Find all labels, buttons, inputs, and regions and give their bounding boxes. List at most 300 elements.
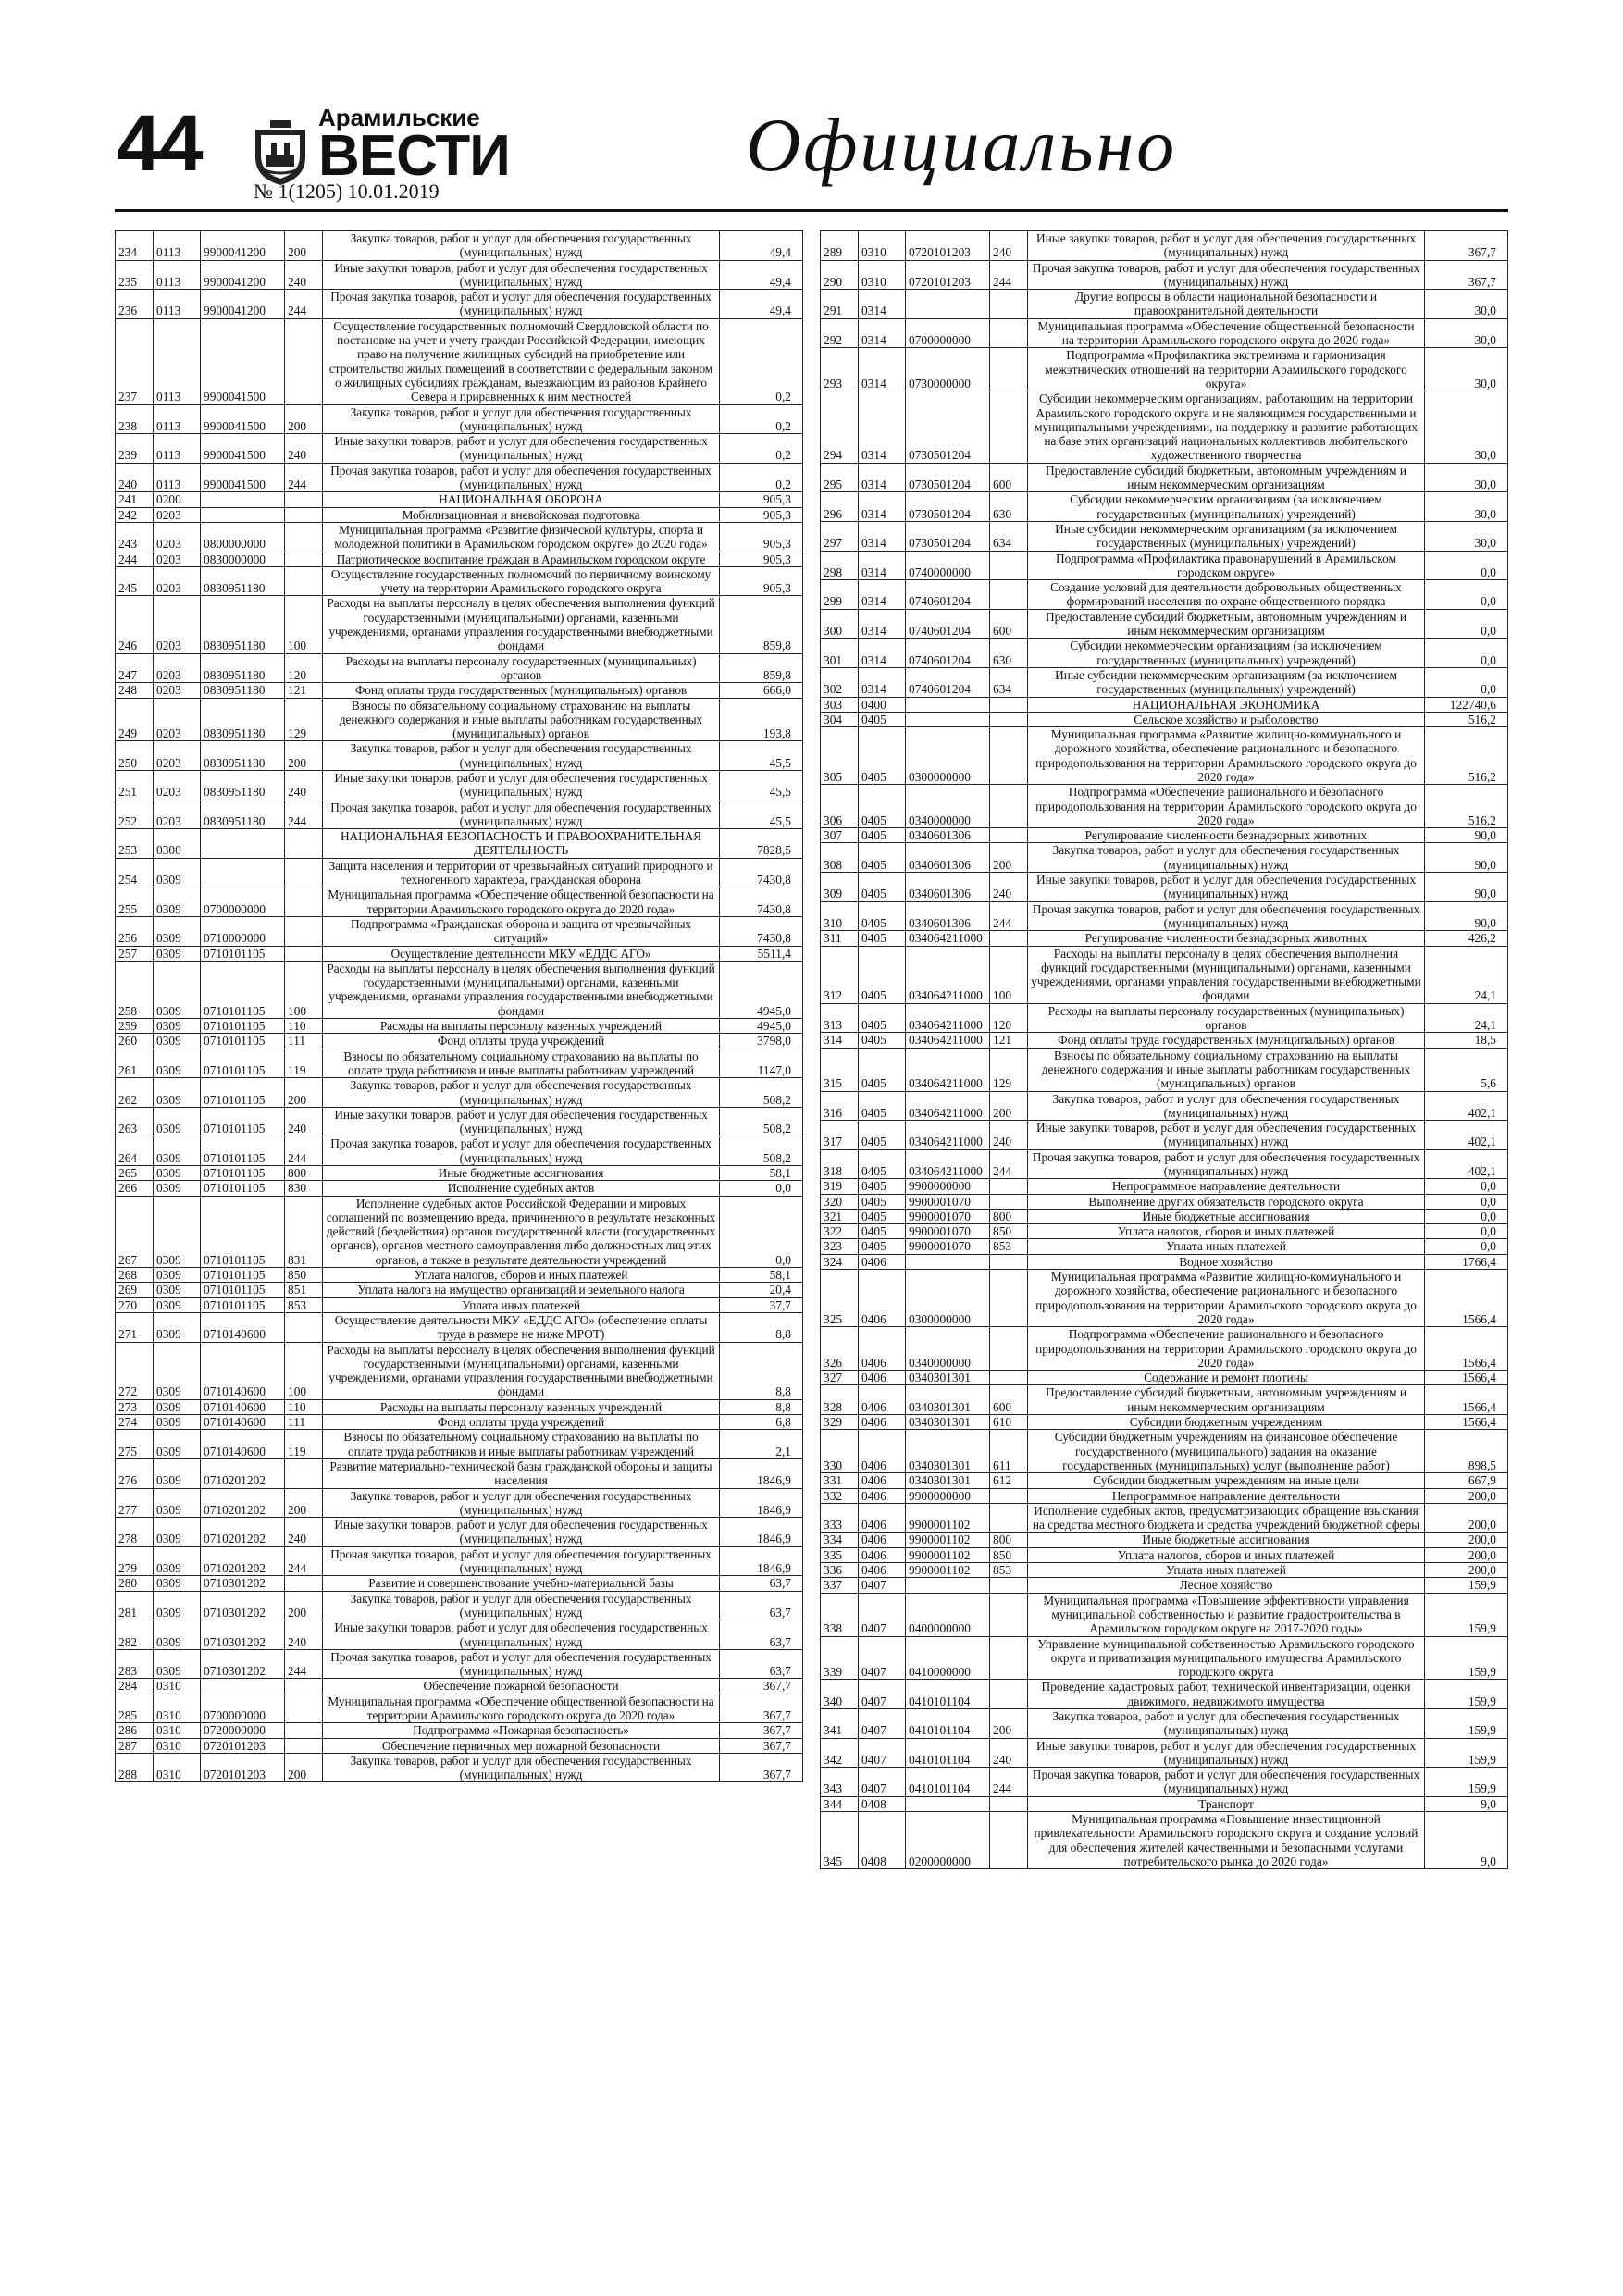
row-number-cell: 322 bbox=[821, 1224, 859, 1239]
row-number-cell: 266 bbox=[116, 1181, 154, 1196]
expense-type-cell: 244 bbox=[990, 901, 1028, 931]
section-code-cell: 0314 bbox=[859, 580, 906, 610]
description-cell: Иные бюджетные ассигнования bbox=[1028, 1209, 1425, 1223]
section-code-cell: 0314 bbox=[859, 667, 906, 697]
description-cell: Иные закупки товаров, работ и услуг для обеспечения государственных (муниципальных) нужд bbox=[323, 1107, 720, 1136]
target-article-cell: 0730501204 bbox=[906, 521, 990, 551]
expense-type-cell: 100 bbox=[285, 961, 323, 1018]
table-row bbox=[821, 1224, 1508, 1239]
section-code-cell: 0113 bbox=[154, 434, 201, 464]
expense-type-cell bbox=[990, 931, 1028, 946]
description-cell: Иные бюджетные ассигнования bbox=[1028, 1533, 1425, 1547]
row-number-cell: 332 bbox=[821, 1488, 859, 1503]
amount-cell: 159,9 bbox=[1425, 1768, 1508, 1797]
section-code-cell: 0314 bbox=[859, 290, 906, 319]
table-row bbox=[821, 1194, 1508, 1209]
target-article-cell: 9900001102 bbox=[906, 1563, 990, 1578]
section-code-cell: 0203 bbox=[154, 566, 201, 596]
section-code-cell: 0113 bbox=[154, 260, 201, 290]
description-cell: Подпрограмма «Профилактика экстремизма и гармонизация межэтнических отношений на территории Арамильского городского округа» bbox=[1028, 348, 1425, 391]
table-row bbox=[116, 800, 803, 829]
target-article-cell: 9900001102 bbox=[906, 1533, 990, 1547]
target-article-cell bbox=[201, 507, 285, 522]
amount-cell: 30,0 bbox=[1425, 492, 1508, 522]
row-number-cell: 257 bbox=[116, 946, 154, 961]
description-cell: Муниципальная программа «Обеспечение общественной безопасности на территории Арамильского городского округа до 2020 года» bbox=[1028, 318, 1425, 348]
expense-type-cell: 851 bbox=[285, 1283, 323, 1297]
table-row bbox=[116, 596, 803, 653]
section-code-cell: 0203 bbox=[154, 698, 201, 741]
target-article-cell: 0830951180 bbox=[201, 770, 285, 800]
table-row bbox=[116, 1518, 803, 1547]
table-row bbox=[116, 1049, 803, 1078]
target-article-cell: 0830951180 bbox=[201, 596, 285, 653]
table-row bbox=[821, 1209, 1508, 1223]
section-code-cell: 0314 bbox=[859, 609, 906, 639]
section-code-cell: 0405 bbox=[859, 946, 906, 1003]
expense-type-cell: 240 bbox=[990, 1738, 1028, 1768]
target-article-cell: 0400000000 bbox=[906, 1593, 990, 1636]
amount-cell: 905,3 bbox=[720, 552, 803, 566]
table-row bbox=[821, 580, 1508, 610]
target-article-cell: 9900000000 bbox=[906, 1488, 990, 1503]
section-code-cell: 0314 bbox=[859, 391, 906, 463]
description-cell: Расходы на выплаты персоналу казенных учреждений bbox=[323, 1019, 720, 1034]
section-code-cell: 0310 bbox=[154, 1753, 201, 1782]
section-code-cell: 0203 bbox=[154, 800, 201, 829]
row-number-cell: 237 bbox=[116, 318, 154, 404]
description-cell: Развитие и совершенствование учебно-материальной базы bbox=[323, 1576, 720, 1591]
description-cell: Уплата налога на имущество организаций и земельного налога bbox=[323, 1283, 720, 1297]
amount-cell: 905,3 bbox=[720, 507, 803, 522]
amount-cell: 45,5 bbox=[720, 800, 803, 829]
table-row bbox=[821, 463, 1508, 492]
table-row bbox=[821, 492, 1508, 522]
amount-cell: 122740,6 bbox=[1425, 697, 1508, 712]
amount-cell: 159,9 bbox=[1425, 1593, 1508, 1636]
expense-type-cell bbox=[990, 290, 1028, 319]
row-number-cell: 291 bbox=[821, 290, 859, 319]
target-article-cell: 0340601306 bbox=[906, 901, 990, 931]
target-article-cell: 0830951180 bbox=[201, 698, 285, 741]
target-article-cell: 0340301301 bbox=[906, 1415, 990, 1430]
expense-type-cell bbox=[990, 1680, 1028, 1709]
amount-cell: 2,1 bbox=[720, 1430, 803, 1459]
table-row bbox=[821, 1636, 1508, 1680]
expense-type-cell: 610 bbox=[990, 1415, 1028, 1430]
section-code-cell: 0310 bbox=[154, 1694, 201, 1723]
row-number-cell: 241 bbox=[116, 492, 154, 507]
table-row bbox=[821, 785, 1508, 828]
expense-type-cell: 850 bbox=[990, 1224, 1028, 1239]
expense-type-cell: 120 bbox=[285, 653, 323, 683]
section-code-cell: 0113 bbox=[154, 290, 201, 319]
amount-cell: 9,0 bbox=[1425, 1812, 1508, 1869]
row-number-cell: 264 bbox=[116, 1136, 154, 1166]
expense-type-cell: 240 bbox=[990, 873, 1028, 902]
amount-cell: 1766,4 bbox=[1425, 1254, 1508, 1269]
section-code-cell: 0405 bbox=[859, 1048, 906, 1091]
description-cell: Закупка товаров, работ и услуг для обеспечения государственных (муниципальных) нужд bbox=[1028, 843, 1425, 873]
table-row bbox=[116, 260, 803, 290]
description-cell: Иные закупки товаров, работ и услуг для обеспечения государственных (муниципальных) нужд bbox=[323, 1620, 720, 1650]
expense-type-cell: 121 bbox=[285, 683, 323, 698]
target-article-cell: 0710201202 bbox=[201, 1518, 285, 1547]
table-row bbox=[821, 1503, 1508, 1533]
expense-type-cell bbox=[285, 318, 323, 404]
table-row bbox=[821, 1473, 1508, 1488]
expense-type-cell: 244 bbox=[990, 260, 1028, 290]
table-row bbox=[821, 1270, 1508, 1327]
amount-cell: 7430,8 bbox=[720, 887, 803, 917]
section-code-cell: 0203 bbox=[154, 596, 201, 653]
row-number-cell: 324 bbox=[821, 1254, 859, 1269]
description-cell: Предоставление субсидий бюджетным, автономным учреждениям и иным некоммерческим организациям bbox=[1028, 1385, 1425, 1415]
expense-type-cell: 240 bbox=[285, 1518, 323, 1547]
row-number-cell: 321 bbox=[821, 1209, 859, 1223]
description-cell: Исполнение судебных актов, предусматривающих обращение взыскания на средства местного бюджета и средства учреждений бюджетной сферы bbox=[1028, 1503, 1425, 1533]
budget-table-right-column bbox=[820, 230, 1508, 1869]
section-code-cell: 0309 bbox=[154, 1415, 201, 1430]
amount-cell: 200,0 bbox=[1425, 1488, 1508, 1503]
row-number-cell: 290 bbox=[821, 260, 859, 290]
table-row bbox=[116, 1649, 803, 1679]
row-number-cell: 272 bbox=[116, 1342, 154, 1399]
description-cell: Прочая закупка товаров, работ и услуг для обеспечения государственных (муниципальных) нужд bbox=[323, 1649, 720, 1679]
section-code-cell: 0406 bbox=[859, 1533, 906, 1547]
row-number-cell: 335 bbox=[821, 1547, 859, 1562]
target-article-cell: 0830951180 bbox=[201, 800, 285, 829]
target-article-cell: 0340000000 bbox=[906, 1327, 990, 1371]
target-article-cell: 0710201202 bbox=[201, 1546, 285, 1576]
section-code-cell: 0405 bbox=[859, 901, 906, 931]
expense-type-cell: 600 bbox=[990, 609, 1028, 639]
section-code-cell: 0309 bbox=[154, 1196, 201, 1267]
expense-type-cell: 240 bbox=[990, 1121, 1028, 1150]
target-article-cell: 0710101105 bbox=[201, 1268, 285, 1283]
table-row bbox=[821, 1708, 1508, 1738]
row-number-cell: 279 bbox=[116, 1546, 154, 1576]
table-row bbox=[116, 566, 803, 596]
section-code-cell: 0309 bbox=[154, 1576, 201, 1591]
description-cell: Уплата иных платежей bbox=[323, 1297, 720, 1312]
row-number-cell: 247 bbox=[116, 653, 154, 683]
expense-type-cell: 119 bbox=[285, 1430, 323, 1459]
table-row bbox=[116, 683, 803, 698]
table-row bbox=[821, 1533, 1508, 1547]
section-code-cell: 0406 bbox=[859, 1327, 906, 1371]
table-row bbox=[821, 1149, 1508, 1179]
table-row bbox=[821, 1593, 1508, 1636]
target-article-cell: 0710101105 bbox=[201, 1166, 285, 1181]
table-row bbox=[116, 1488, 803, 1518]
amount-cell: 1566,4 bbox=[1425, 1327, 1508, 1371]
section-code-cell: 0309 bbox=[154, 1430, 201, 1459]
row-number-cell: 306 bbox=[821, 785, 859, 828]
description-cell: Подпрограмма «Обеспечение рационального и безопасного природопользования на территории Арамильского городского округа до 2020 года» bbox=[1028, 785, 1425, 828]
amount-cell: 49,4 bbox=[720, 231, 803, 261]
section-code-cell: 0309 bbox=[154, 1649, 201, 1679]
target-article-cell: 9900041200 bbox=[201, 290, 285, 319]
expense-type-cell: 244 bbox=[285, 1546, 323, 1576]
table-row bbox=[116, 1738, 803, 1753]
description-cell: Закупка товаров, работ и услуг для обеспечения государственных (муниципальных) нужд bbox=[323, 741, 720, 771]
section-code-cell: 0309 bbox=[154, 1034, 201, 1049]
row-number-cell: 312 bbox=[821, 946, 859, 1003]
amount-cell: 159,9 bbox=[1425, 1708, 1508, 1738]
section-code-cell: 0314 bbox=[859, 639, 906, 668]
row-number-cell: 305 bbox=[821, 727, 859, 785]
section-code-cell: 0405 bbox=[859, 1224, 906, 1239]
description-cell: Прочая закупка товаров, работ и услуг для обеспечения государственных (муниципальных) нужд bbox=[1028, 1149, 1425, 1179]
amount-cell: 7430,8 bbox=[720, 916, 803, 946]
section-code-cell: 0405 bbox=[859, 828, 906, 843]
row-number-cell: 276 bbox=[116, 1458, 154, 1488]
target-article-cell: 0830951180 bbox=[201, 741, 285, 771]
section-code-cell: 0405 bbox=[859, 727, 906, 785]
target-article-cell: 9900000000 bbox=[906, 1179, 990, 1194]
target-article-cell: 0340301301 bbox=[906, 1371, 990, 1385]
description-cell: Прочая закупка товаров, работ и услуг для обеспечения государственных (муниципальных) нужд bbox=[1028, 1768, 1425, 1797]
target-article-cell: 0710101105 bbox=[201, 946, 285, 961]
amount-cell: 0,0 bbox=[1425, 1239, 1508, 1254]
description-cell: Лесное хозяйство bbox=[1028, 1578, 1425, 1593]
row-number-cell: 255 bbox=[116, 887, 154, 917]
table-row bbox=[116, 463, 803, 492]
section-code-cell: 0406 bbox=[859, 1547, 906, 1562]
row-number-cell: 258 bbox=[116, 961, 154, 1018]
description-cell: Муниципальная программа «Повышение эффективности управления муниципальной собственностью и развитие градостроительства в Арамильском городском округе на 2017-2020 годы» bbox=[1028, 1593, 1425, 1636]
description-cell: Подпрограмма «Обеспечение рационального и безопасного природопользования на территории Арамильского городского округа до 2020 года» bbox=[1028, 1327, 1425, 1371]
table-row bbox=[116, 434, 803, 464]
expense-type-cell: 611 bbox=[990, 1430, 1028, 1473]
table-row bbox=[116, 698, 803, 741]
row-number-cell: 342 bbox=[821, 1738, 859, 1768]
row-number-cell: 273 bbox=[116, 1399, 154, 1414]
section-code-cell: 0309 bbox=[154, 1518, 201, 1547]
section-code-cell: 0406 bbox=[859, 1503, 906, 1533]
row-number-cell: 277 bbox=[116, 1488, 154, 1518]
expense-type-cell bbox=[285, 1738, 323, 1753]
section-code-cell: 0309 bbox=[154, 1283, 201, 1297]
target-article-cell: 0700000000 bbox=[201, 1694, 285, 1723]
section-code-cell: 0310 bbox=[154, 1738, 201, 1753]
amount-cell: 8,8 bbox=[720, 1342, 803, 1399]
section-code-cell: 0113 bbox=[154, 404, 201, 434]
table-row bbox=[116, 1034, 803, 1049]
page-number: 44 bbox=[117, 99, 202, 188]
section-code-cell: 0310 bbox=[154, 1679, 201, 1694]
target-article-cell: 0720000000 bbox=[201, 1723, 285, 1738]
table-row bbox=[821, 1371, 1508, 1385]
target-article-cell: 0830951180 bbox=[201, 653, 285, 683]
expense-type-cell bbox=[990, 1179, 1028, 1194]
description-cell: Развитие материально-технической базы гражданской обороны и защиты населения bbox=[323, 1458, 720, 1488]
expense-type-cell: 634 bbox=[990, 521, 1028, 551]
amount-cell: 4945,0 bbox=[720, 1019, 803, 1034]
budget-table-left-column bbox=[115, 230, 803, 1782]
amount-cell: 402,1 bbox=[1425, 1121, 1508, 1150]
row-number-cell: 254 bbox=[116, 858, 154, 887]
section-code-cell: 0406 bbox=[859, 1415, 906, 1430]
row-number-cell: 235 bbox=[116, 260, 154, 290]
logo-title-main: ВЕСТИ bbox=[318, 124, 510, 188]
expense-type-cell bbox=[990, 1503, 1028, 1533]
target-article-cell: 9900001102 bbox=[906, 1503, 990, 1533]
section-code-cell: 0309 bbox=[154, 946, 201, 961]
amount-cell: 24,1 bbox=[1425, 946, 1508, 1003]
amount-cell: 1846,9 bbox=[720, 1546, 803, 1576]
amount-cell: 367,7 bbox=[1425, 231, 1508, 261]
expense-type-cell bbox=[285, 887, 323, 917]
target-article-cell: 0800000000 bbox=[201, 522, 285, 552]
expense-type-cell bbox=[285, 1312, 323, 1342]
target-article-cell: 0730501204 bbox=[906, 492, 990, 522]
expense-type-cell bbox=[285, 492, 323, 507]
section-code-cell: 0406 bbox=[859, 1430, 906, 1473]
row-number-cell: 334 bbox=[821, 1533, 859, 1547]
expense-type-cell bbox=[285, 1458, 323, 1488]
row-number-cell: 340 bbox=[821, 1680, 859, 1709]
description-cell: Регулирование численности безнадзорных животных bbox=[1028, 931, 1425, 946]
expense-type-cell: 111 bbox=[285, 1415, 323, 1430]
description-cell: Проведение кадастровых работ, технической инвентаризации, оценки движимого, недвижимого имущества bbox=[1028, 1680, 1425, 1709]
section-code-cell: 0405 bbox=[859, 843, 906, 873]
description-cell: Обеспечение первичных мер пожарной безопасности bbox=[323, 1738, 720, 1753]
table-row bbox=[116, 653, 803, 683]
header-rule bbox=[115, 209, 1508, 212]
expense-type-cell: 244 bbox=[990, 1768, 1028, 1797]
table-row bbox=[116, 492, 803, 507]
section-code-cell: 0309 bbox=[154, 1107, 201, 1136]
row-number-cell: 260 bbox=[116, 1034, 154, 1049]
table-row bbox=[116, 522, 803, 552]
amount-cell: 4945,0 bbox=[720, 961, 803, 1018]
table-row bbox=[116, 1591, 803, 1620]
row-number-cell: 325 bbox=[821, 1270, 859, 1327]
amount-cell: 3798,0 bbox=[720, 1034, 803, 1049]
target-article-cell bbox=[906, 697, 990, 712]
target-article-cell: 0340000000 bbox=[906, 785, 990, 828]
target-article-cell: 0730000000 bbox=[906, 348, 990, 391]
expense-type-cell bbox=[285, 1694, 323, 1723]
target-article-cell: 0710101105 bbox=[201, 1107, 285, 1136]
section-code-cell: 0400 bbox=[859, 697, 906, 712]
target-article-cell: 0410101104 bbox=[906, 1708, 990, 1738]
amount-cell: 8,8 bbox=[720, 1399, 803, 1414]
description-cell: Закупка товаров, работ и услуг для обеспечения государственных (муниципальных) нужд bbox=[323, 1753, 720, 1782]
expense-type-cell bbox=[285, 522, 323, 552]
row-number-cell: 262 bbox=[116, 1078, 154, 1108]
expense-type-cell bbox=[990, 1194, 1028, 1209]
section-code-cell: 0309 bbox=[154, 1312, 201, 1342]
section-code-cell: 0406 bbox=[859, 1488, 906, 1503]
row-number-cell: 341 bbox=[821, 1708, 859, 1738]
section-code-cell: 0314 bbox=[859, 348, 906, 391]
expense-type-cell bbox=[285, 1679, 323, 1694]
table-row bbox=[116, 770, 803, 800]
target-article-cell: 0710101105 bbox=[201, 1181, 285, 1196]
amount-cell: 9,0 bbox=[1425, 1796, 1508, 1811]
description-cell: Взносы по обязательному социальному страхованию на выплаты по оплате труда работников и иные выплаты работникам учреждений bbox=[323, 1430, 720, 1459]
section-code-cell: 0405 bbox=[859, 1149, 906, 1179]
description-cell: Прочая закупка товаров, работ и услуг для обеспечения государственных (муниципальных) нужд bbox=[1028, 260, 1425, 290]
row-number-cell: 301 bbox=[821, 639, 859, 668]
target-article-cell: 0720101203 bbox=[201, 1738, 285, 1753]
amount-cell: 7828,5 bbox=[720, 829, 803, 859]
expense-type-cell bbox=[990, 1371, 1028, 1385]
amount-cell: 667,9 bbox=[1425, 1473, 1508, 1488]
expense-type-cell: 600 bbox=[990, 463, 1028, 492]
table-row bbox=[116, 1679, 803, 1694]
target-article-cell: 034064211000 bbox=[906, 1003, 990, 1033]
row-number-cell: 274 bbox=[116, 1415, 154, 1430]
table-row bbox=[116, 829, 803, 859]
section-code-cell: 0406 bbox=[859, 1385, 906, 1415]
expense-type-cell: 129 bbox=[285, 698, 323, 741]
target-article-cell: 9900041200 bbox=[201, 231, 285, 261]
target-article-cell: 0710301202 bbox=[201, 1649, 285, 1679]
description-cell: Исполнение судебных актов bbox=[323, 1181, 720, 1196]
row-number-cell: 281 bbox=[116, 1591, 154, 1620]
amount-cell: 0,2 bbox=[720, 404, 803, 434]
target-article-cell: 0300000000 bbox=[906, 1270, 990, 1327]
row-number-cell: 270 bbox=[116, 1297, 154, 1312]
row-number-cell: 319 bbox=[821, 1179, 859, 1194]
target-article-cell: 0410101104 bbox=[906, 1680, 990, 1709]
amount-cell: 367,7 bbox=[720, 1738, 803, 1753]
section-code-cell: 0113 bbox=[154, 318, 201, 404]
table-row bbox=[116, 1723, 803, 1738]
expense-type-cell: 830 bbox=[285, 1181, 323, 1196]
target-article-cell: 0340301301 bbox=[906, 1473, 990, 1488]
row-number-cell: 261 bbox=[116, 1049, 154, 1078]
row-number-cell: 345 bbox=[821, 1812, 859, 1869]
amount-cell: 200,0 bbox=[1425, 1533, 1508, 1547]
expense-type-cell: 200 bbox=[285, 741, 323, 771]
section-code-cell: 0309 bbox=[154, 1620, 201, 1650]
table-row bbox=[821, 1239, 1508, 1254]
expense-type-cell: 119 bbox=[285, 1049, 323, 1078]
amount-cell: 1566,4 bbox=[1425, 1371, 1508, 1385]
row-number-cell: 323 bbox=[821, 1239, 859, 1254]
description-cell: Водное хозяйство bbox=[1028, 1254, 1425, 1269]
expense-type-cell: 240 bbox=[285, 1620, 323, 1650]
target-article-cell: 9900001070 bbox=[906, 1209, 990, 1223]
expense-type-cell: 200 bbox=[285, 1591, 323, 1620]
target-article-cell: 0710301202 bbox=[201, 1576, 285, 1591]
target-article-cell: 0710201202 bbox=[201, 1488, 285, 1518]
description-cell: Взносы по обязательному социальному страхованию на выплаты по оплате труда работников и иные выплаты работникам учреждений bbox=[323, 1049, 720, 1078]
row-number-cell: 308 bbox=[821, 843, 859, 873]
table-row bbox=[116, 1136, 803, 1166]
target-article-cell: 0340301301 bbox=[906, 1430, 990, 1473]
target-article-cell: 9900001070 bbox=[906, 1194, 990, 1209]
row-number-cell: 239 bbox=[116, 434, 154, 464]
target-article-cell bbox=[906, 290, 990, 319]
target-article-cell: 0340601306 bbox=[906, 873, 990, 902]
amount-cell: 0,2 bbox=[720, 318, 803, 404]
description-cell: Прочая закупка товаров, работ и услуг для обеспечения государственных (муниципальных) нужд bbox=[323, 1546, 720, 1576]
section-code-cell: 0310 bbox=[859, 260, 906, 290]
expense-type-cell: 100 bbox=[285, 1342, 323, 1399]
target-article-cell: 0710140600 bbox=[201, 1342, 285, 1399]
description-cell: Субсидии некоммерческим организациям (за исключением государственных (муниципальных) учреждений) bbox=[1028, 492, 1425, 522]
description-cell: Регулирование численности безнадзорных животных bbox=[1028, 828, 1425, 843]
description-cell: НАЦИОНАЛЬНАЯ ЭКОНОМИКА bbox=[1028, 697, 1425, 712]
description-cell: Подпрограмма «Пожарная безопасность» bbox=[323, 1723, 720, 1738]
row-number-cell: 250 bbox=[116, 741, 154, 771]
